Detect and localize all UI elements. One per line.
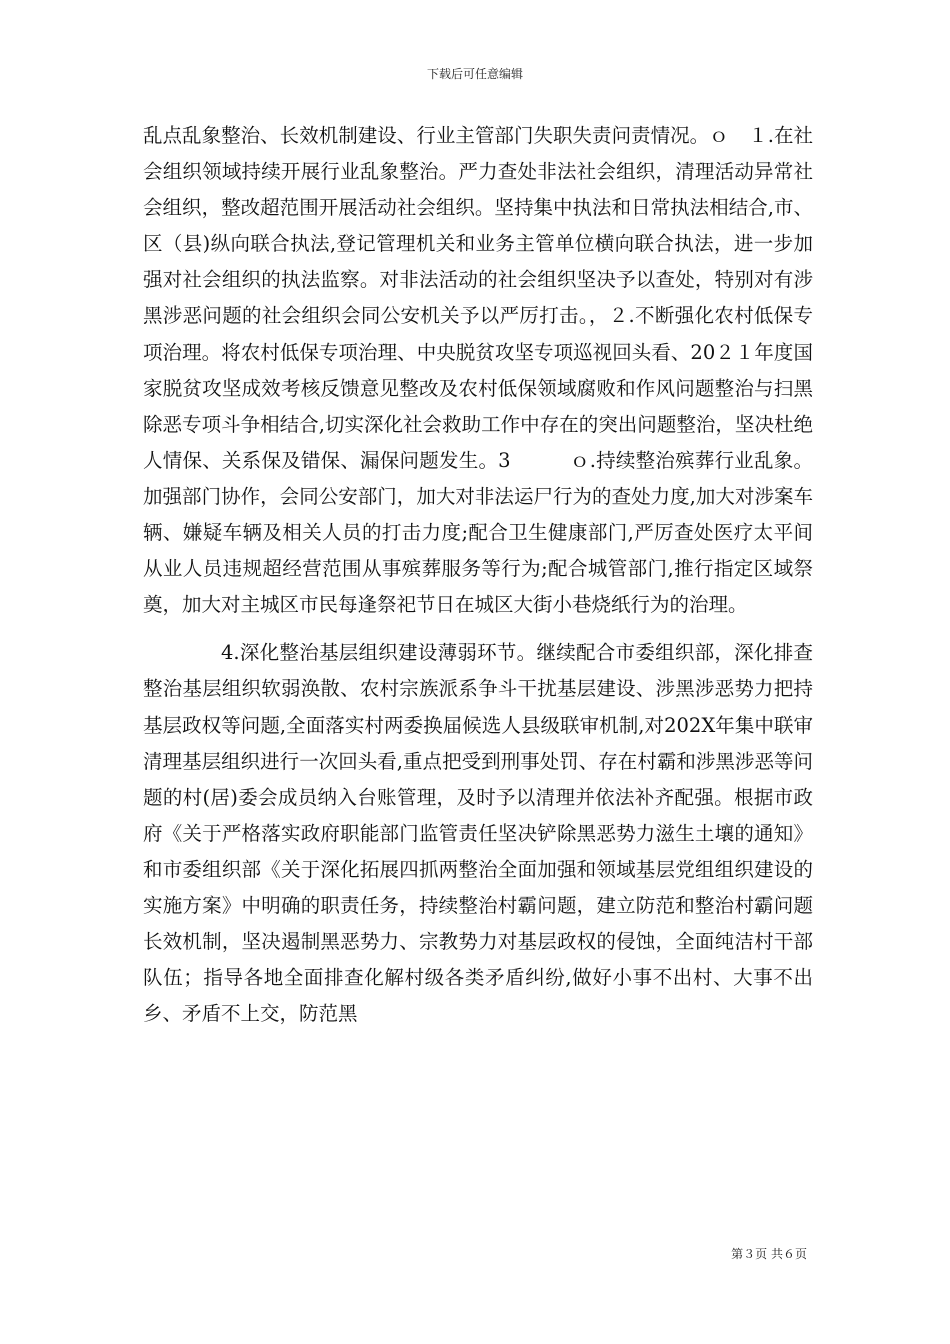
document-body	[143, 118, 813, 1032]
body-paragraph-2: 4.深化整治基层组织建设薄弱环节。继续配合市委组织部，深化排查整治基层组织软弱涣散、农村宗族派系争斗干扰基层建设、涉黑涉恶势力把持基层政权等问题,全面落实村两委换届候选人县级联审机制,对202X年集中联审清理基层组织进行一次回头看,重点把受到刑事处罚、存在村霸和涉黑涉恶等问题的村(居)委会成员纳入台账管理，及时予以清理并依法补齐配强。根据市政府《关于严格落实政府职能部门监管责任坚决铲除黑恶势力滋生土壤的通知》和市委组织部《关于深化拓展四抓两整治全面加强和领域基层党组组织建设的实施方案》中明确的职责任务，持续整治村霸问题，建立防范和整治村霸问题长效机制，坚决遏制黑恶势力、宗教势力对基层政权的侵蚀，全面纯洁村干部队伍；指导各地全面排查化解村级各类矛盾纠纷,做好小事不出村、大事不出乡、矛盾不上交，防范黑	[143, 641, 813, 1026]
page-header: 下载后可任意编辑	[426, 67, 523, 81]
body-paragraph-1: 乱点乱象整治、长效机制建设、行业主管部门失职失责问责情况。ｏ １.在社会组织领域持续开展行业乱象整治。严力查处非法社会组织，清理活动异常社会组织，整改超范围开展活动社会组织。坚持集中执法和日常执法相结合,市、区（县)纵向联合执法,登记管理机关和业务主管单位横向联合执法，进一步加强对社会组织的执法监察。对非法活动的社会组织坚决予以查处，特别对有涉黑涉恶问题的社会组织会同公安机关予以严厉打击。，２.不断强化农村低保专项治理。将农村低保专项治理、中央脱贫攻坚专项巡视回头看、20２１年度国家脱贫攻坚成效考核反馈意见整改及农村低保领域腐败和作风问题整治与扫黑除恶专项斗争相结合,切实深化社会救助工作中存在的突出问题整治，坚决杜绝人情保、关系保及错保、漏保问题发生。3 ｏ.持续整治殡葬行业乱象。加强部门协作，会同公安部门，加大对非法运尸行为的查处力度,加大对涉案车辆、嫌疑车辆及相关人员的打击力度;配合卫生健康部门,严厉查处医疗太平间从业人员违规超经营范围从事殡葬服务等行为;配合城管部门,推行指定区域祭奠，加大对主城区市民每逢祭祀节日在城区大街小巷烧纸行为的治理。	[143, 124, 813, 617]
page-number-footer: 第３页 共６页	[731, 1247, 807, 1261]
